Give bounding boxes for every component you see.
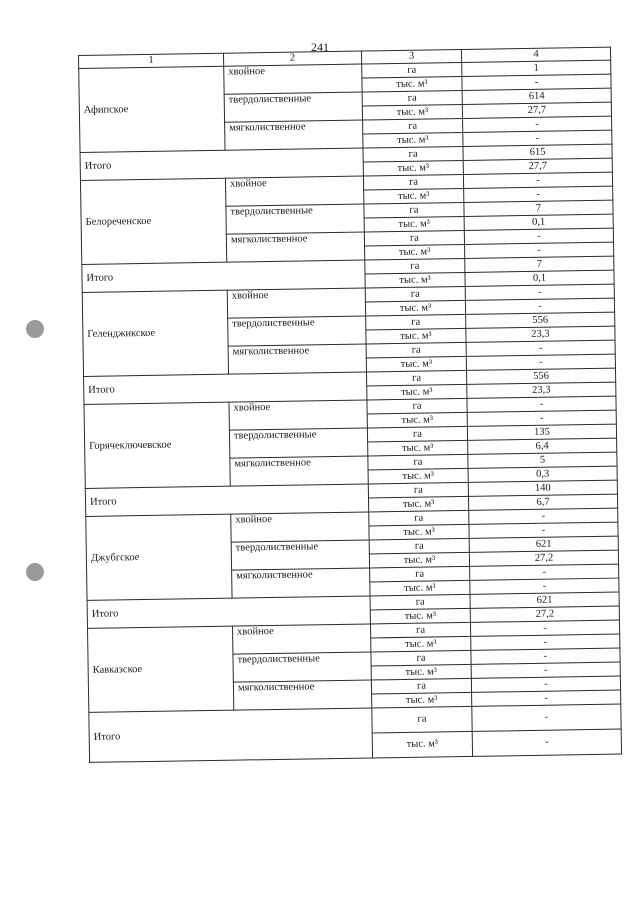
unit-volume: тыс. м³ [365, 244, 465, 260]
total-value-ha: 615 [463, 144, 612, 160]
value-volume: - [467, 410, 616, 426]
value-ha: 7 [464, 200, 613, 216]
unit-ha: га [370, 594, 470, 610]
value-volume: 0,1 [464, 214, 613, 230]
unit-volume: тыс. м³ [363, 160, 463, 176]
value-volume: - [469, 522, 618, 538]
species-name: твердолиственные [229, 428, 367, 458]
unit-volume: тыс. м³ [368, 496, 468, 512]
total-label: Итого [87, 596, 370, 628]
value-volume: - [466, 354, 615, 370]
unit-ha: га [364, 202, 464, 218]
total-label: Итого [85, 484, 368, 516]
value-volume: - [463, 130, 612, 146]
district-name: Кавказское [88, 626, 234, 712]
species-name: твердолиственные [231, 540, 369, 570]
value-volume: 23,3 [466, 326, 615, 342]
column-header-4: 4 [461, 47, 610, 62]
total-value-volume: 27,7 [463, 158, 612, 174]
district-name: Джубгское [86, 514, 232, 600]
unit-volume: тыс. м³ [362, 104, 462, 120]
value-ha: - [463, 116, 612, 132]
species-name: хвойное [229, 400, 367, 430]
value-ha: 1 [462, 60, 611, 76]
value-volume: - [471, 662, 620, 678]
species-name: твердолиственные [226, 204, 364, 234]
total-label: Итого [89, 708, 373, 762]
species-name: твердолиственные [224, 92, 362, 122]
species-name: мягколиственное [233, 680, 371, 710]
unit-volume: тыс. м³ [367, 384, 467, 400]
unit-ha: га [371, 650, 471, 666]
unit-ha: га [369, 510, 469, 526]
value-volume: - [462, 74, 611, 90]
unit-ha: га [370, 622, 470, 638]
column-header-1: 1 [79, 53, 224, 68]
unit-volume: тыс. м³ [363, 132, 463, 148]
forest-table-body [79, 47, 622, 762]
district-name: Белореченское [80, 178, 226, 264]
unit-ha: га [363, 146, 463, 162]
unit-volume: тыс. м³ [370, 580, 470, 596]
unit-ha: га [363, 174, 463, 190]
unit-volume: тыс. м³ [367, 412, 467, 428]
unit-volume: тыс. м³ [364, 188, 464, 204]
value-ha: - [469, 508, 618, 524]
value-ha: - [464, 228, 613, 244]
unit-ha: га [367, 370, 467, 386]
value-ha: 5 [468, 452, 617, 468]
unit-ha: га [363, 118, 463, 134]
species-name: мягколиственное [226, 232, 364, 262]
unit-ha: га [370, 566, 470, 582]
unit-volume: тыс. м³ [364, 216, 464, 232]
total-value-ha: 140 [468, 480, 617, 496]
value-volume: - [471, 634, 620, 650]
species-name: твердолиственные [233, 652, 371, 682]
unit-ha: га [368, 454, 468, 470]
value-volume: 27,2 [469, 550, 618, 566]
unit-volume: тыс. м³ [368, 468, 468, 484]
value-ha: 556 [466, 312, 615, 328]
value-volume: - [465, 242, 614, 258]
value-ha: - [467, 396, 616, 412]
column-header-3: 3 [361, 49, 461, 64]
unit-ha: га [372, 706, 472, 733]
value-volume: - [470, 578, 619, 594]
species-name: хвойное [225, 176, 363, 206]
unit-volume: тыс. м³ [369, 524, 469, 540]
value-ha: - [465, 284, 614, 300]
value-volume: - [465, 298, 614, 314]
unit-volume: тыс. м³ [365, 272, 465, 288]
value-ha: - [466, 340, 615, 356]
value-volume: - [464, 186, 613, 202]
unit-ha: га [368, 482, 468, 498]
forest-table [78, 47, 622, 763]
value-ha: - [470, 564, 619, 580]
value-volume: 6,4 [468, 438, 617, 454]
total-value-volume: 23,3 [467, 382, 616, 398]
value-volume: 0,3 [468, 466, 617, 482]
unit-ha: га [371, 678, 471, 694]
total-value-volume: - [472, 729, 621, 756]
total-value-ha: 556 [467, 368, 616, 384]
unit-volume: тыс. м³ [371, 664, 471, 680]
value-volume: 27,7 [462, 102, 611, 118]
unit-volume: тыс. м³ [362, 76, 462, 92]
total-value-volume: 0,1 [465, 270, 614, 286]
column-header-2: 2 [223, 51, 361, 66]
unit-volume: тыс. м³ [369, 552, 469, 568]
species-name: мягколиственное [225, 120, 363, 150]
species-name: мягколиственное [230, 456, 368, 486]
total-value-volume: 27,2 [470, 606, 619, 622]
value-ha: 621 [469, 536, 618, 552]
unit-volume: тыс. м³ [370, 608, 470, 624]
unit-volume: тыс. м³ [365, 300, 465, 316]
unit-volume: тыс. м³ [372, 731, 472, 758]
unit-ha: га [365, 258, 465, 274]
value-ha: 614 [462, 88, 611, 104]
species-name: хвойное [231, 512, 369, 542]
species-name: хвойное [227, 288, 365, 318]
species-name: мягколиственное [228, 344, 366, 374]
value-ha: - [471, 676, 620, 692]
total-value-volume: 6,7 [468, 494, 617, 510]
unit-ha: га [364, 230, 464, 246]
unit-ha: га [366, 342, 466, 358]
unit-ha: га [367, 398, 467, 414]
page-number: 241 [311, 40, 329, 54]
district-name: Афипское [79, 66, 225, 152]
punch-hole [26, 320, 44, 338]
species-name: хвойное [232, 624, 370, 654]
value-ha: - [463, 172, 612, 188]
unit-volume: тыс. м³ [372, 692, 472, 708]
value-volume: - [472, 690, 621, 706]
total-label: Итого [84, 372, 367, 404]
unit-ha: га [369, 538, 469, 554]
value-ha: - [471, 648, 620, 664]
species-name: твердолиственные [228, 316, 366, 346]
unit-volume: тыс. м³ [368, 440, 468, 456]
value-ha: 135 [467, 424, 616, 440]
punch-hole [26, 563, 44, 581]
unit-volume: тыс. м³ [366, 356, 466, 372]
species-name: хвойное [224, 64, 362, 94]
total-value-ha: 621 [470, 592, 619, 608]
unit-ha: га [362, 90, 462, 106]
total-value-ha: 7 [465, 256, 614, 272]
unit-volume: тыс. м³ [366, 328, 466, 344]
total-label: Итого [80, 148, 363, 180]
district-name: Горячеключевское [84, 402, 230, 488]
unit-ha: га [367, 426, 467, 442]
total-value-ha: - [472, 704, 621, 731]
unit-volume: тыс. м³ [371, 636, 471, 652]
document-sheet [78, 47, 622, 763]
unit-ha: га [365, 286, 465, 302]
unit-ha: га [362, 62, 462, 78]
total-label: Итого [82, 260, 365, 292]
species-name: мягколиственное [232, 568, 370, 598]
unit-ha: га [366, 314, 466, 330]
value-ha: - [470, 620, 619, 636]
district-name: Геленджикское [82, 290, 228, 376]
